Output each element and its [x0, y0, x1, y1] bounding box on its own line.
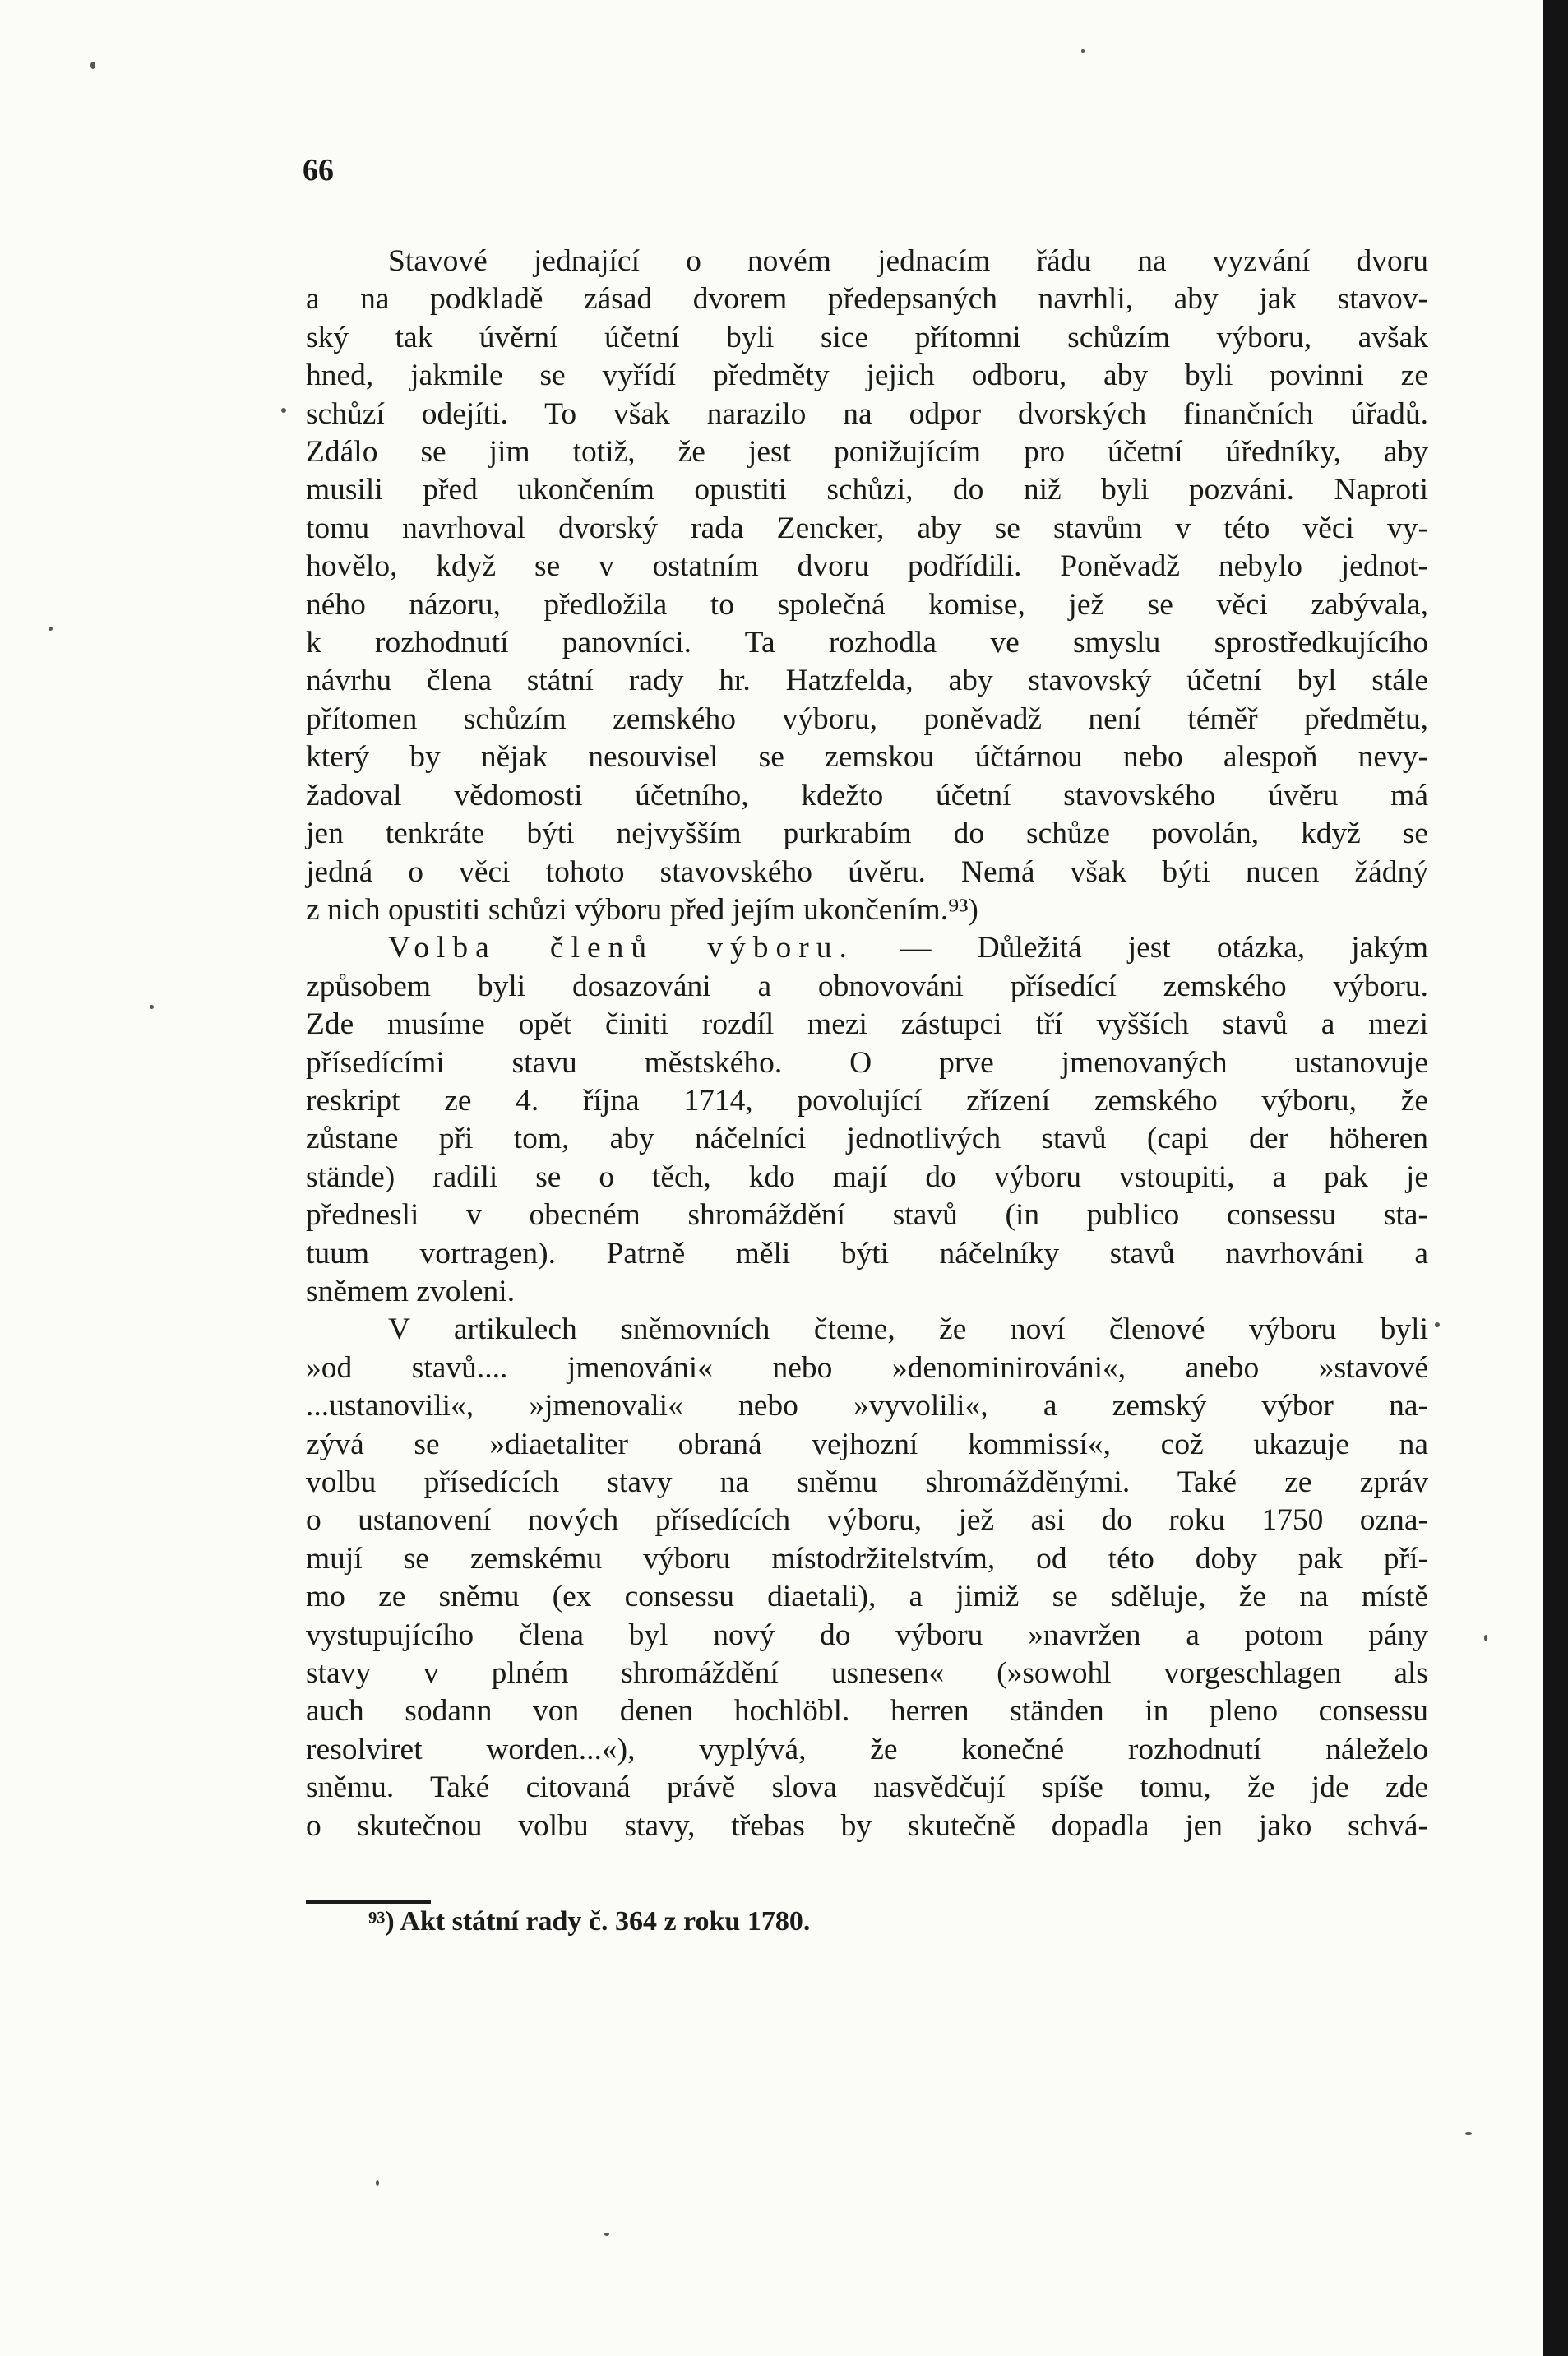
scan-speck	[1484, 1635, 1487, 1641]
text-line: vystupujícího člena byl nový do výboru »navržen a potom pány	[306, 1618, 1428, 1652]
section-heading-line	[306, 929, 1428, 967]
text-line: V artikulech sněmovních čteme, že noví členové výboru byli	[388, 1312, 1428, 1347]
text-line: — Důležitá jest otázka, jakým	[853, 931, 1428, 965]
section-heading: Volba členů výboru.	[388, 931, 854, 965]
text-line: tomu navrhoval dvorský rada Zencker, aby se stavům v této věci vy-	[306, 511, 1428, 545]
text-line: k rozhodnutí panovníci. Ta rozhodla ve smyslu sprostředkujícího	[306, 626, 1428, 660]
text-line: přísedícími stavu městského. O prve jmenovaných ustanovuje	[306, 1045, 1428, 1080]
scan-speck	[1081, 49, 1085, 53]
text-line: »od stavů.... jmenováni« nebo »denominirováni«, anebo »stavové	[306, 1350, 1428, 1385]
scan-speck	[1435, 1322, 1440, 1327]
text-line: tuum vortragen). Patrně měli býti náčelníky stavů navrhováni a	[306, 1236, 1428, 1271]
scan-speck	[150, 1005, 154, 1009]
text-line: hned, jakmile se vyřídí předměty jejich odboru, aby byli povinni ze	[306, 359, 1428, 393]
scan-speck	[49, 627, 53, 631]
text-line: a na podkladě zásad dvorem předepsaných navrhli, aby jak stavov-	[306, 282, 1428, 317]
text-line: stavy v plném shromáždění usnesen« (»sowohl vorgeschlagen als	[306, 1656, 1428, 1691]
text-line: stände) radili se o těch, kdo mají do výboru vstoupiti, a pak je	[306, 1159, 1428, 1194]
scan-speck	[90, 62, 95, 69]
text-line: ného názoru, předložila to společná komise, jež se věci zabývala,	[306, 587, 1428, 622]
text-line: Stavové jednající o novém jednacím řádu na vyzvání dvoru	[388, 244, 1428, 278]
text-line: mují se zemskému výboru místodržitelstvím, od této doby pak pří-	[306, 1541, 1428, 1576]
text-line: reskript ze 4. října 1714, povolující zřízení zemského výboru, že	[306, 1083, 1428, 1118]
text-line: jedná o věci tohoto stavovského úvěru. Nemá však býti nucen žádný	[306, 854, 1428, 889]
text-line: o ustanovení nových přísedících výboru, jež asi do roku 1750 ozna-	[306, 1503, 1428, 1538]
text-line: návrhu člena státní rady hr. Hatzfelda, aby stavovský účetní byl stále	[306, 664, 1428, 698]
text-line: sněmu. Také citovaná právě slova nasvědčují spíše tomu, že jde zde	[306, 1770, 1428, 1805]
text-line: přítomen schůzím zemského výboru, poněvadž není téměř předmětu,	[306, 701, 1428, 736]
page-number: 66	[303, 153, 334, 187]
text-line: auch sodann von denen hochlöbl. herren ständen in pleno consessu	[306, 1694, 1428, 1729]
text-line: přednesli v obecném shromáždění stavů (in publico consessu sta-	[306, 1198, 1428, 1233]
scan-speck	[604, 2233, 609, 2236]
text-line: žadoval vědomosti účetního, kdežto účetní stavovského úvěru má	[306, 778, 1428, 812]
text-line: z nich opustiti schůzi výboru před jejím ukončením.⁹³)	[306, 892, 978, 927]
text-line: hovělo, když se v ostatním dvoru podřídili. Poněvadž nebylo jednot-	[306, 549, 1428, 584]
text-line: musili před ukončením opustiti schůzi, do niž byli pozváni. Naproti	[306, 473, 1428, 507]
scan-speck	[376, 2180, 379, 2186]
text-line: ský tak úvěrní účetní byli sice přítomni schůzím výboru, avšak	[306, 320, 1428, 354]
text-line: zývá se »diaetaliter obraná vejhozní kommissí«, což ukazuje na	[306, 1427, 1428, 1461]
text-line: mo ze sněmu (ex consessu diaetali), a jimiž se sděluje, že na místě	[306, 1580, 1428, 1614]
text-line: sněmem zvoleni.	[306, 1274, 516, 1308]
text-line: způsobem byli dosazováni a obnovováni přísedící zemského výboru.	[306, 969, 1428, 1003]
body-text	[306, 243, 1428, 1845]
text-line: zůstane při tom, aby náčelníci jednotlivých stavů (capi der höheren	[306, 1122, 1428, 1156]
text-line: který by nějak nesouvisel se zemskou účtárnou nebo alespoň nevy-	[306, 740, 1428, 775]
text-line: Zde musíme opět činiti rozdíl mezi zástupci tří vyšších stavů a mezi	[306, 1007, 1428, 1042]
text-line: resolviret worden...«), vyplývá, že konečné rozhodnutí náleželo	[306, 1732, 1428, 1766]
footnote: ⁹³) Akt státní rady č. 364 z roku 1780.	[368, 1906, 811, 1937]
text-line: volbu přísedících stavy na sněmu shromážděnými. Také ze zpráv	[306, 1465, 1428, 1499]
scan-speck	[1465, 2132, 1472, 2135]
scan-edge	[1543, 0, 1568, 2356]
text-line: Zdálo se jim totiž, že jest ponižujícím pro účetní úředníky, aby	[306, 435, 1428, 470]
text-line: ...ustanovili«, »jmenovali« nebo »vyvolili«, a zemský výbor na-	[306, 1389, 1428, 1423]
footnote-divider	[306, 1900, 431, 1904]
text-line: schůzí odejíti. To však narazilo na odpor dvorských finančních úřadů.	[306, 396, 1428, 431]
text-line: o skutečnou volbu stavy, třebas by skutečně dopadla jen jako schvá-	[306, 1808, 1428, 1843]
text-line: jen tenkráte býti nejvyšším purkrabím do schůze povolán, když se	[306, 817, 1428, 851]
scan-speck	[281, 408, 286, 413]
